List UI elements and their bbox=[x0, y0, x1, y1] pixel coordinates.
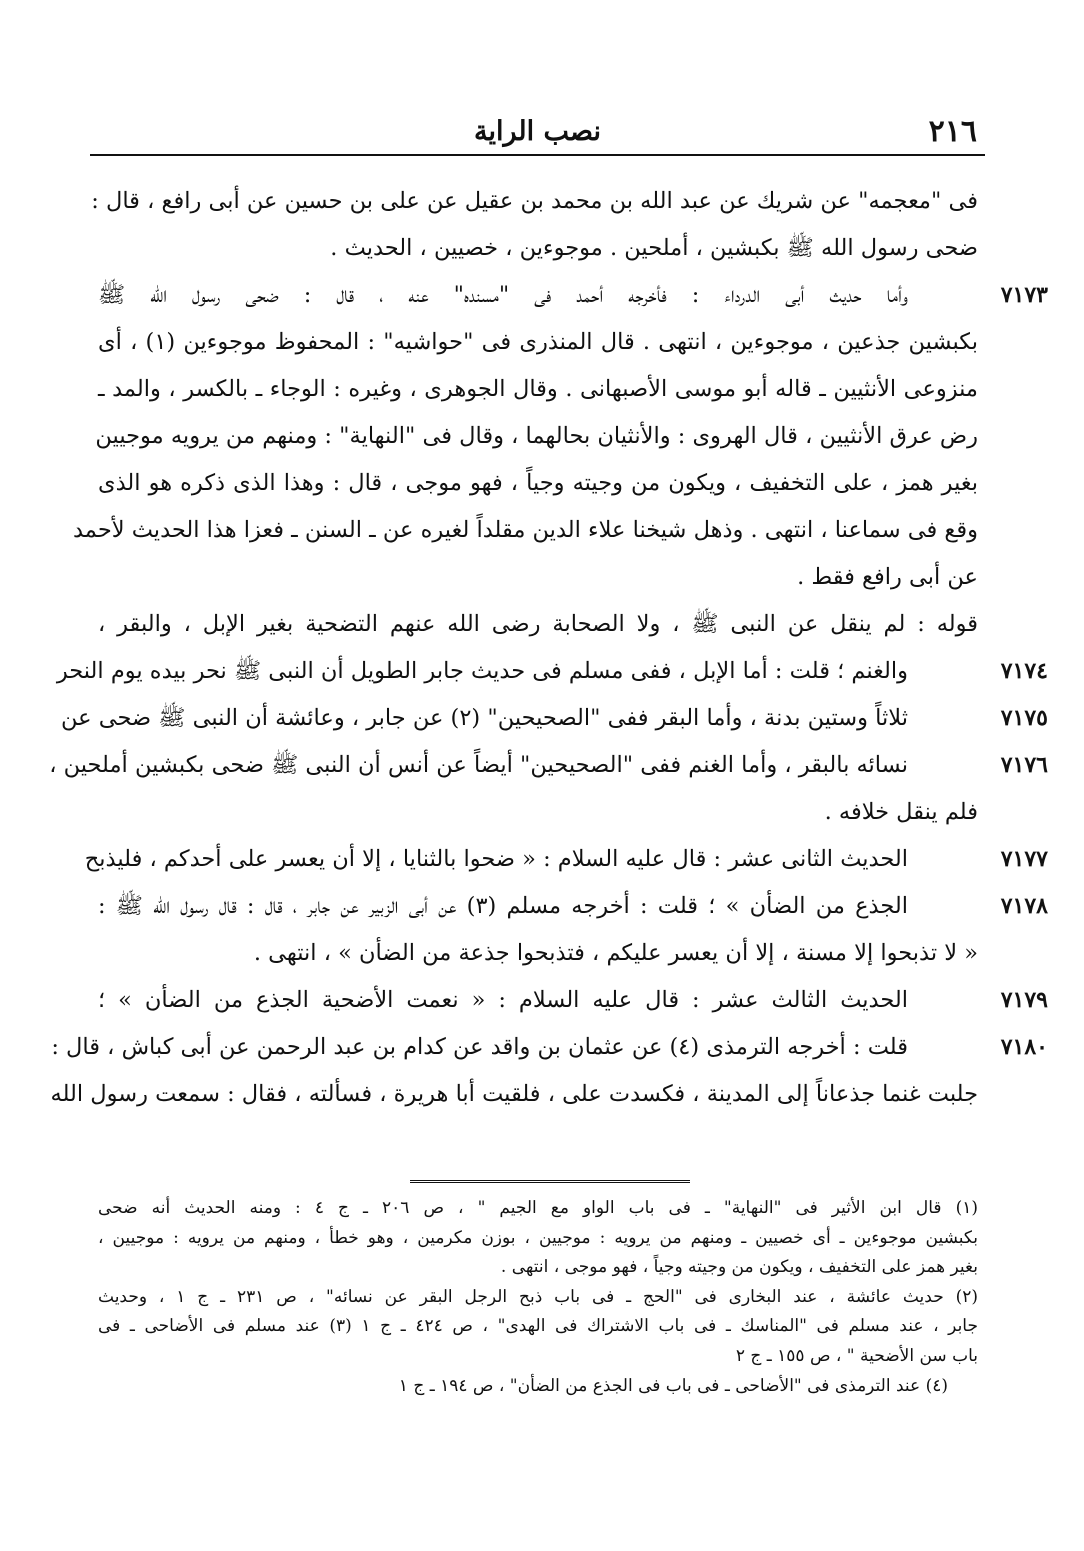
footnote-line: بكبشين موجوءين ـ أى خصيين ـ ومنهم من يرويه : موجيين ، بوزن مكرمين ، وهو خطأ ، ومنهم من يرويه : موجيين ، bbox=[98, 1227, 978, 1248]
line-text: فلم ينقل خلافه . bbox=[824, 799, 978, 825]
line-text: الحديث الثانى عشر : قال عليه السلام : « ضحوا بالثنايا ، إلا أن يعسر على أحدكم ، فليذبح bbox=[84, 846, 908, 872]
text-line bbox=[61, 695, 1048, 742]
line-text: رض عرق الأنثيين ، قال الهروى : والأنثيان بحالهما ، وقال فى "النهاية" : ومنهم من يرويه موجيين bbox=[95, 423, 978, 449]
text-line bbox=[98, 789, 978, 836]
text-line bbox=[73, 507, 978, 554]
line-text: الجذع من الضأن » ؛ قلت : أخرجه مسلم (٣) عن أبى الزبير عن جابر ، قال : قال رسول الله ﷺ : bbox=[98, 893, 908, 919]
line-text: وأما حديث أبى الدرداء : فأخرجه أحمد فى "مسنده" عنه ، قال : ضحى رسول الله ﷺ bbox=[98, 282, 908, 308]
line-text: بكبشين جذعين ، موجوءين ، انتهى . قال المنذرى فى "حواشيه" : المحفوظ موجوءين (١) ، أى bbox=[98, 329, 978, 355]
line-text: بغير همز ، على التخفيف ، ويكون من وجيته وجياً ، فهو موجى ، قال : وهذا الذى ذكره هو الذى bbox=[98, 470, 978, 496]
hadith-number: ٧١٧٧ bbox=[1000, 846, 1048, 872]
text-line bbox=[49, 742, 1048, 789]
book-title: نصب الراية bbox=[474, 116, 601, 147]
text-line bbox=[98, 930, 978, 977]
main-text bbox=[49, 178, 1048, 1118]
hadith-number: ٧١٧٤ bbox=[1000, 658, 1048, 684]
footnote-line: باب سن الأضحية " ، ص ١٥٥ ـ ج ٢ bbox=[735, 1345, 978, 1366]
text-line bbox=[98, 366, 978, 413]
hadith-number: ٧١٧٣ bbox=[1000, 282, 1048, 308]
text-line bbox=[56, 648, 1048, 695]
line-text: ثلاثاً وستين بدنة ، وأما البقر ففى "الصحيحين" (٢) عن جابر ، وعائشة أن النبى ﷺ ضحى عن bbox=[61, 705, 908, 731]
page-header bbox=[90, 112, 985, 156]
line-text: عن أبى رافع فقط . bbox=[797, 564, 978, 590]
line-text: « لا تذبحوا إلا مسنة ، إلا أن يعسر عليكم ، فتذبحوا جذعة من الضأن » ، انتهى . bbox=[253, 940, 978, 966]
line-text: الحديث الثالث عشر : قال عليه السلام : « نعمت الأضحية الجذع من الضأن » ؛ bbox=[98, 987, 908, 1013]
footnotes bbox=[98, 1194, 978, 1401]
footnote-line: جابر ، عند مسلم فى "المناسك ـ فى باب الاشتراك فى الهدى" ، ص ٤٢٤ ـ ج ١ (٣) عند مسلم فى الأضاحى ـ فى bbox=[98, 1316, 978, 1337]
text-line bbox=[98, 601, 978, 648]
line-text: قلت : أخرجه الترمذى (٤) عن عثمان بن واقد عن كدام بن عبد الرحمن عن أبى كباش ، قال : bbox=[51, 1034, 908, 1060]
text-line bbox=[95, 413, 978, 460]
text-line bbox=[98, 225, 978, 272]
line-text: قوله : لم ينقل عن النبى ﷺ ، ولا الصحابة رضى الله عنهم التضحية بغير الإبل ، والبقر ، bbox=[98, 611, 978, 637]
footnote-line: بغير همز على التخفيف ، ويكون من وجيته وجياً ، فهو موجى ، انتهى . bbox=[500, 1257, 978, 1278]
hadith-number: ٧١٧٦ bbox=[1000, 752, 1048, 778]
line-text: والغنم ؛ قلت : أما الإبل ، ففى مسلم فى حديث جابر الطويل أن النبى ﷺ نحر بيده يوم النحر bbox=[56, 658, 908, 684]
text-line bbox=[98, 460, 978, 507]
line-text: فى "معجمه" عن شريك عن عبد الله بن محمد بن عقيل عن على بن حسين عن أبى رافع ، قال : bbox=[91, 188, 978, 214]
text-line bbox=[51, 1024, 1048, 1071]
page-number: ٢١٦ bbox=[928, 114, 977, 149]
line-text: وقع فى سماعنا ، انتهى . وذهل شيخنا علاء الدين مقلداً لغيره عن ـ السنن ـ فعزا هذا الحديث لأحمد bbox=[73, 517, 978, 543]
text-line bbox=[50, 1071, 978, 1118]
text-line bbox=[84, 836, 1048, 883]
hadith-number: ٧١٧٩ bbox=[1000, 987, 1048, 1013]
line-text: جلبت غنما جذعاناً إلى المدينة ، فكسدت على ، فلقيت أبا هريرة ، فسألته ، فقال : سمعت رسول الله bbox=[50, 1081, 978, 1107]
footnote-line: (٤) عند الترمذى فى "الأضاحى ـ فى باب فى الجذع من الضأن" ، ص ١٩٤ ـ ج ١ bbox=[398, 1375, 948, 1396]
hadith-number: ٧١٧٥ bbox=[1000, 705, 1048, 731]
text-line bbox=[98, 883, 1048, 930]
footnote-divider bbox=[410, 1180, 690, 1183]
text-line bbox=[98, 977, 1048, 1024]
text-line bbox=[98, 554, 978, 601]
line-text: نسائه بالبقر ، وأما الغنم ففى "الصحيحين" أيضاً عن أنس أن النبى ﷺ ضحى بكبشين أملحين ، bbox=[49, 752, 908, 778]
hadith-number: ٧١٧٨ bbox=[1000, 893, 1048, 919]
text-line bbox=[98, 272, 1048, 319]
footnote-line: (١) قال ابن الأثير فى "النهاية" ـ فى باب الواو مع الجيم " ، ص ٢٠٦ ـ ج ٤ : ومنه الحديث أنه ضحى bbox=[98, 1198, 979, 1218]
footnote-line: (٢) حديث عائشة ، عند البخارى فى "الحج ـ فى باب ذبح الرجل البقر عن نسائه" ، ص ٢٣١ ـ ج ١ ، وحديث bbox=[98, 1286, 978, 1307]
text-line bbox=[91, 178, 978, 225]
line-text: ضحى رسول الله ﷺ بكبشين ، أملحين . موجوءين ، خصيين ، الحديث . bbox=[330, 235, 978, 261]
hadith-number: ٧١٨٠ bbox=[1000, 1034, 1048, 1060]
line-text: منزوعى الأنثيين ـ قاله أبو موسى الأصبهانى . وقال الجوهرى ، وغيره : الوجاء ـ بالكسر ، والمد ـ bbox=[98, 376, 978, 402]
text-line bbox=[98, 319, 978, 366]
